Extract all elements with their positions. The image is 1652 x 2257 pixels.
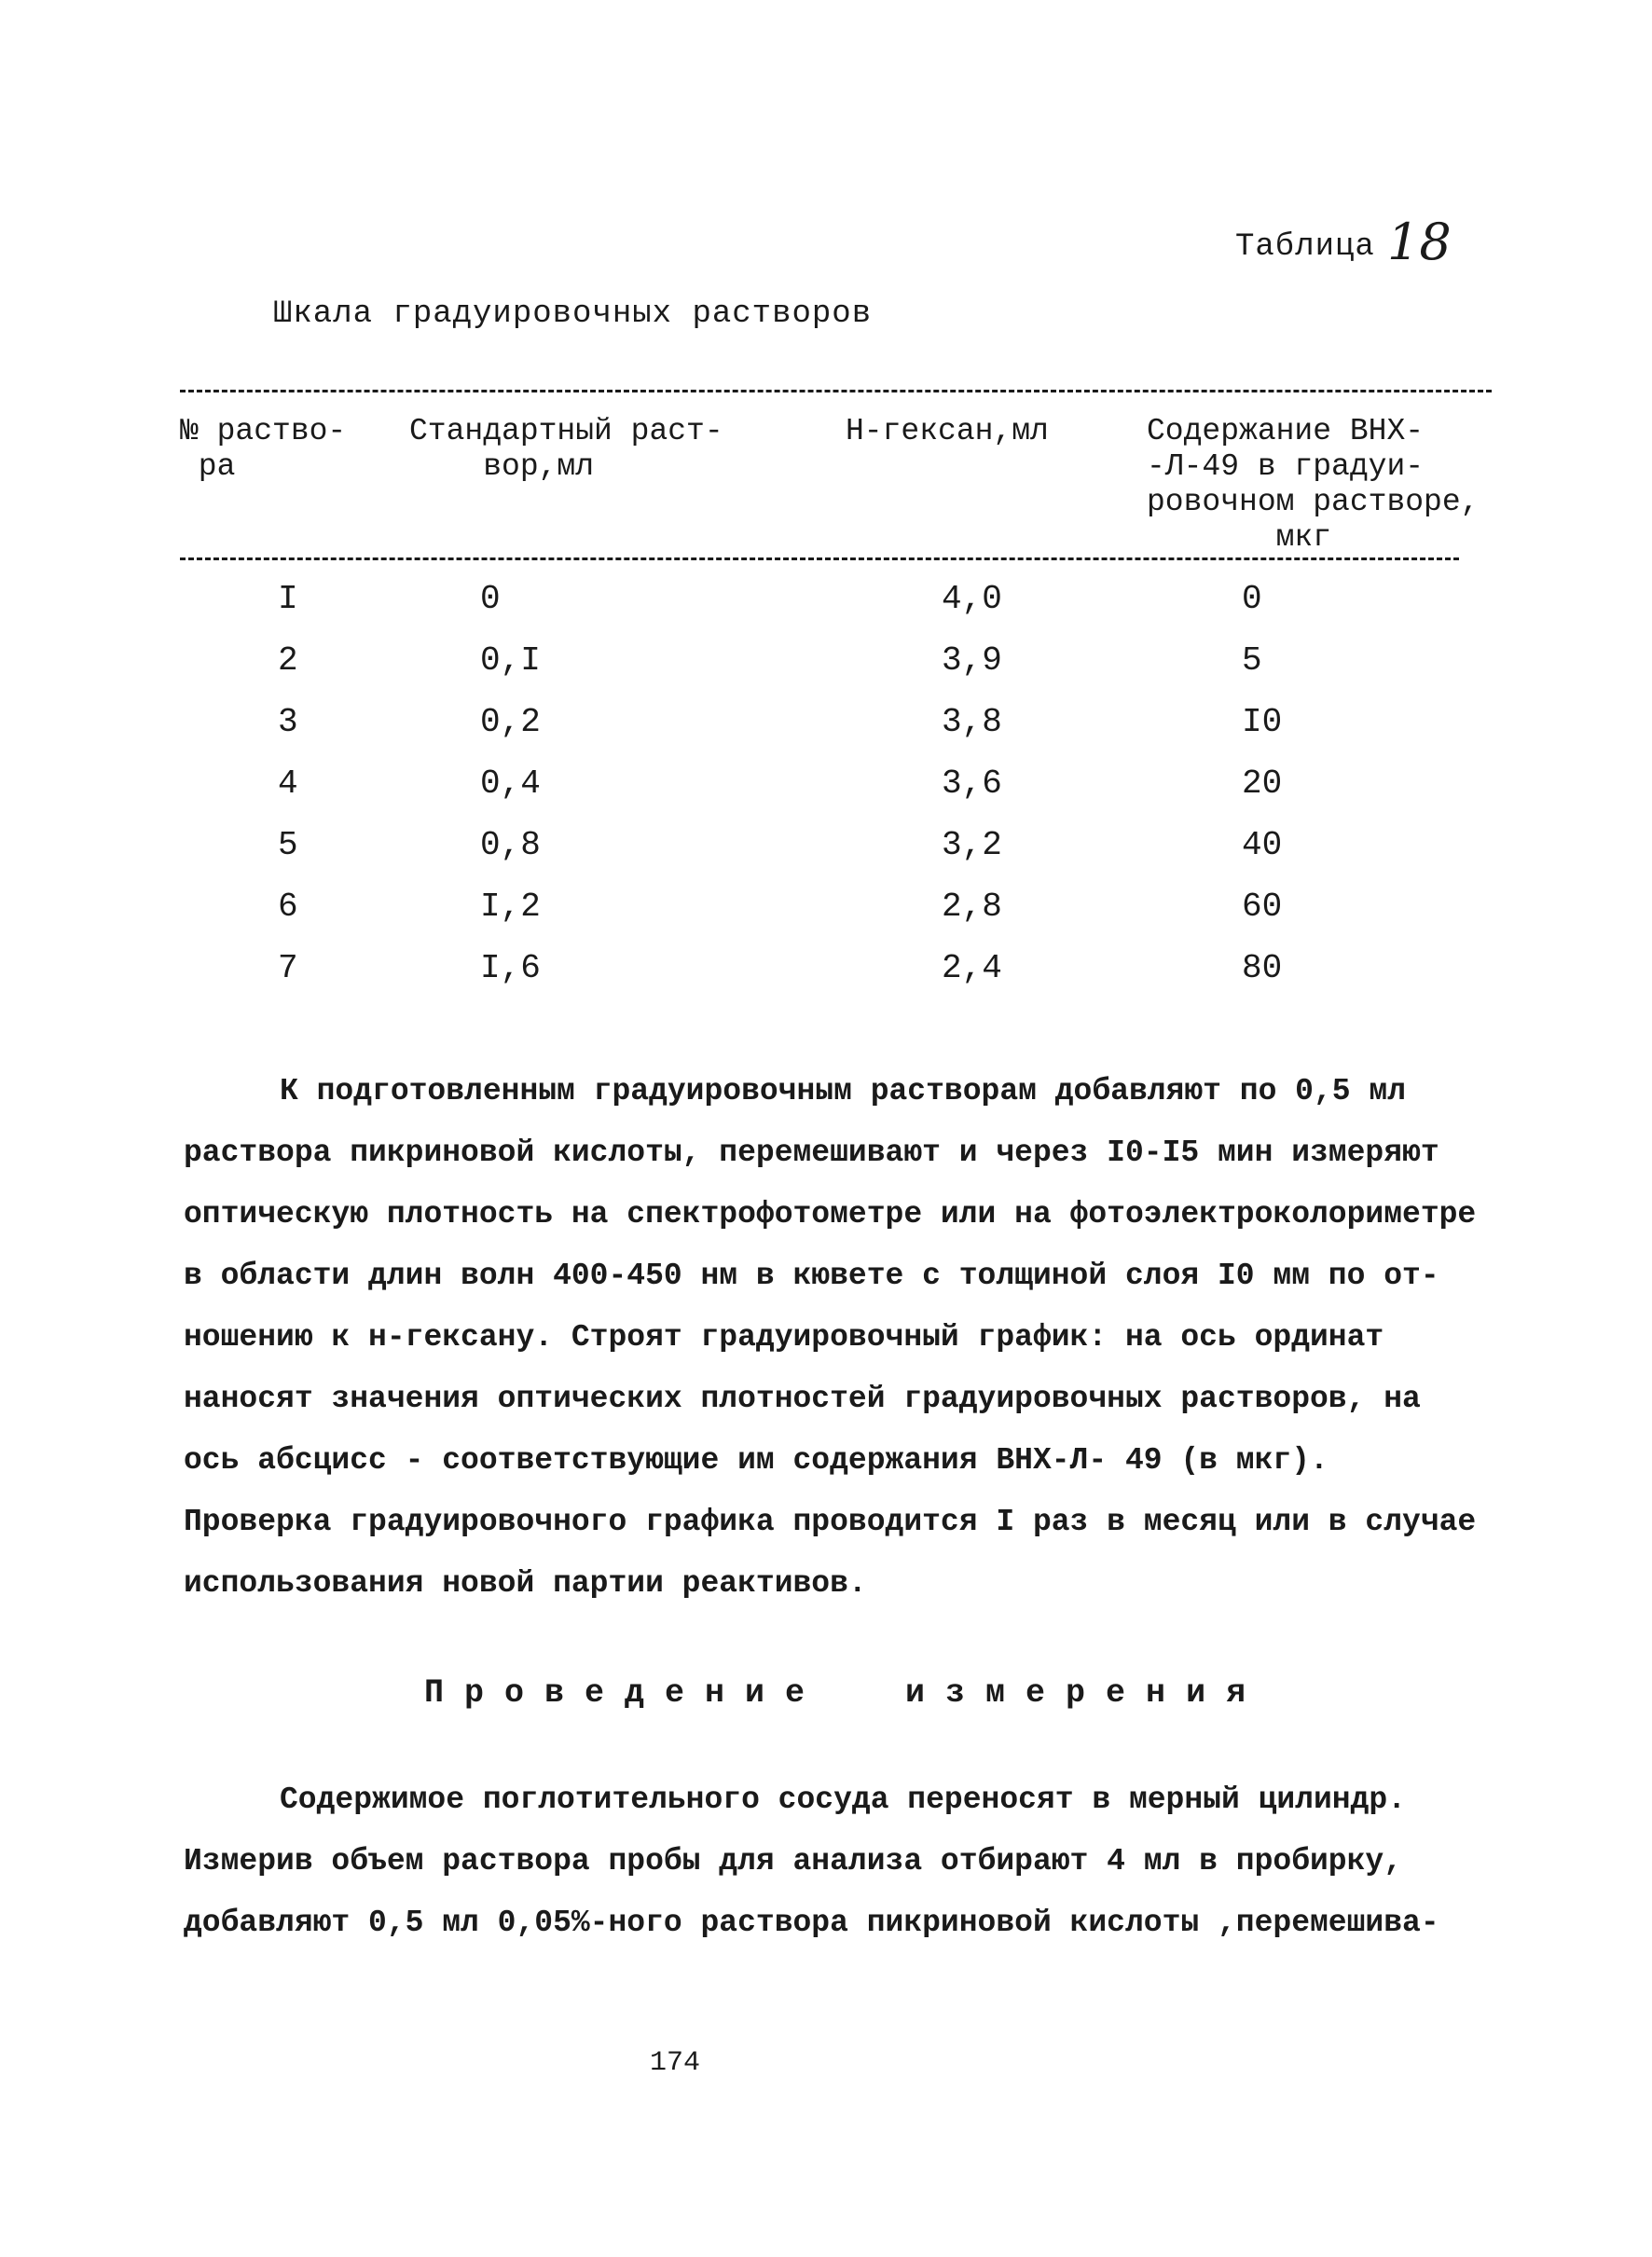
- paragraph-line: наносят значения оптических плотностей градуировочных растворов, на: [184, 1382, 1421, 1416]
- cell-number: 4: [278, 764, 298, 803]
- table-top-rule: [180, 390, 1492, 392]
- cell-content: 20: [1242, 764, 1283, 803]
- cell-hexane: 3,2: [942, 826, 1002, 864]
- cell-hexane: 2,8: [942, 888, 1002, 926]
- table-title: Шкала градуировочных растворов: [273, 296, 873, 332]
- table-header-rule: [180, 557, 1459, 560]
- paragraph-line: Измерив объем раствора пробы для анализа отбирают 4 мл в пробирку,: [184, 1844, 1403, 1879]
- cell-number: 5: [278, 826, 298, 864]
- header-solution-number: № раство- ра: [180, 414, 347, 484]
- section-heading: Проведение измерения: [424, 1674, 1267, 1712]
- measurement-paragraph: [184, 1769, 1498, 1954]
- paragraph-line: К подготовленным градуировочным растворам добавляют по 0,5 мл: [280, 1074, 1406, 1108]
- cell-content: 5: [1242, 641, 1262, 680]
- paragraph-line: Содержимое поглотительного сосуда переносят в мерный цилиндр.: [280, 1782, 1406, 1817]
- cell-hexane: 3,6: [942, 764, 1002, 803]
- cell-standard: 0,2: [480, 703, 541, 741]
- cell-hexane: 3,9: [942, 641, 1002, 680]
- table-label: Таблица: [1235, 229, 1375, 265]
- cell-standard: I,6: [480, 949, 541, 987]
- paragraph-line: ношению к н-гексану. Строят градуировочный график: на ось ординат: [184, 1320, 1384, 1355]
- cell-number: 2: [278, 641, 298, 680]
- cell-hexane: 3,8: [942, 703, 1002, 741]
- cell-standard: 0: [480, 580, 501, 618]
- cell-content: 60: [1242, 888, 1283, 926]
- paragraph-line: ось абсцисс - соответствующие им содержания ВНХ-Л- 49 (в мкг).: [184, 1443, 1328, 1478]
- paragraph-line: оптическую плотность на спектрофотометре или на фотоэлектроколориметре: [184, 1197, 1477, 1232]
- paragraph-line: раствора пикриновой кислоты, перемешивают и через I0-I5 мин измеряют: [184, 1135, 1439, 1170]
- header-hexane: Н-гексан,мл: [846, 414, 1049, 448]
- calibration-paragraph: [184, 1061, 1498, 1615]
- cell-content: 0: [1242, 580, 1262, 618]
- cell-content: 80: [1242, 949, 1283, 987]
- cell-hexane: 2,4: [942, 949, 1002, 987]
- cell-number: 6: [278, 888, 298, 926]
- header-standard-solution: Стандартный раст- вор,мл: [409, 414, 723, 484]
- header-content: Содержание ВНХ- -Л-49 в градуи- ровочном растворе, мкг: [1147, 414, 1480, 555]
- paragraph-line: в области длин волн 400-450 нм в кювете с толщиной слоя I0 мм по от-: [184, 1259, 1439, 1293]
- cell-content: 40: [1242, 826, 1283, 864]
- paragraph-line: использования новой партии реактивов.: [184, 1566, 867, 1601]
- cell-number: I: [278, 580, 298, 618]
- cell-standard: 0,8: [480, 826, 541, 864]
- paragraph-line: Проверка градуировочного графика проводится I раз в месяц или в случае: [184, 1505, 1477, 1539]
- cell-content: I0: [1242, 703, 1283, 741]
- cell-number: 7: [278, 949, 298, 987]
- cell-number: 3: [278, 703, 298, 741]
- cell-hexane: 4,0: [942, 580, 1002, 618]
- paragraph-line: добавляют 0,5 мл 0,05%-ного раствора пикриновой кислоты ,перемешива-: [184, 1906, 1439, 1940]
- cell-standard: 0,I: [480, 641, 541, 680]
- cell-standard: I,2: [480, 888, 541, 926]
- cell-standard: 0,4: [480, 764, 541, 803]
- page-number: 174: [650, 2047, 701, 2079]
- table-number: 18: [1387, 213, 1452, 271]
